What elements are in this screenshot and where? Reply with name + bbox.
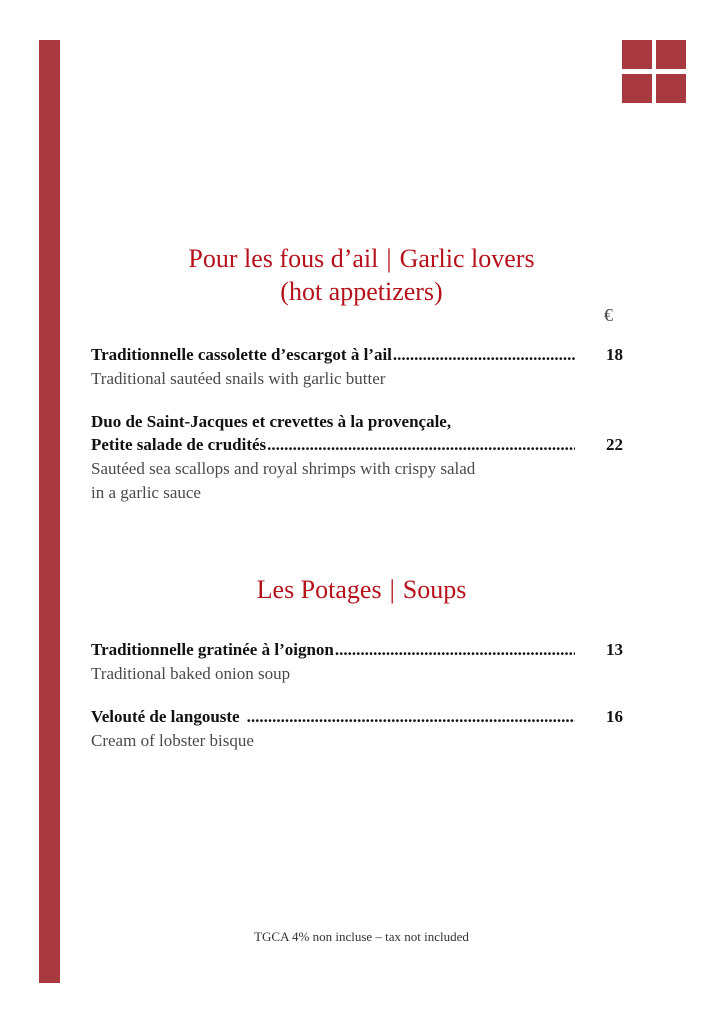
menu-item-desc-en: Traditional sautéed snails with garlic butter [91, 369, 386, 388]
section-title-soups [0, 575, 723, 605]
section-title-fr: Pour les fous d’ail [188, 244, 379, 273]
section-title-en: Soups [402, 575, 467, 604]
menu-item-desc-en: Cream of lobster bisque [91, 731, 254, 750]
menu-item-line [91, 639, 623, 661]
logo-square [656, 74, 686, 103]
menu-item-escargot [91, 344, 623, 391]
menu-item-name-fr: Traditionnelle gratinée à l’oignon [91, 640, 334, 659]
four-squares-logo [622, 40, 686, 103]
title-separator: | [386, 244, 392, 273]
logo-square [656, 40, 686, 69]
section-title-en: Garlic lovers [399, 244, 535, 273]
menu-item-name-fr-line1: Duo de Saint-Jacques et crevettes à la provençale, [91, 412, 452, 431]
currency-symbol: € [604, 305, 613, 325]
left-decorative-bar [39, 40, 60, 983]
leader-dots [393, 344, 575, 366]
menu-item-desc-en: Traditional baked onion soup [91, 664, 291, 683]
menu-item-price: 18 [606, 345, 623, 364]
menu-item-line [91, 706, 623, 728]
menu-item-line [91, 434, 623, 456]
menu-item-lobster-bisque [91, 706, 623, 753]
section-subtitle: (hot appetizers) [280, 277, 443, 306]
section-title-fr: Les Potages [256, 575, 382, 604]
menu-item-name-fr: Traditionnelle cassolette d’escargot à l’ail [91, 345, 392, 364]
menu-item-desc-en-line2: in a garlic sauce [91, 483, 201, 502]
menu-item-price: 16 [606, 707, 623, 726]
menu-item-price: 13 [606, 640, 623, 659]
leader-dots [247, 706, 575, 728]
menu-item-line [91, 344, 623, 366]
menu-item-name-fr: Petite salade de crudités [91, 435, 267, 454]
menu-item-desc-en-line1: Sautéed sea scallops and royal shrimps with crispy salad [91, 459, 476, 478]
menu-item-saint-jacques [91, 411, 623, 505]
title-separator: | [389, 575, 395, 604]
leader-dots [335, 639, 575, 661]
tax-note: TGCA 4% non incluse – tax not included [254, 929, 469, 944]
leader-dots [267, 434, 575, 456]
menu-item-onion-soup [91, 639, 623, 686]
menu-item-price: 22 [606, 435, 623, 454]
logo-square [622, 74, 652, 103]
logo-square [622, 40, 652, 69]
section-title-garlic-lovers [0, 244, 723, 274]
menu-item-name-fr: Velouté de langouste [91, 707, 240, 726]
